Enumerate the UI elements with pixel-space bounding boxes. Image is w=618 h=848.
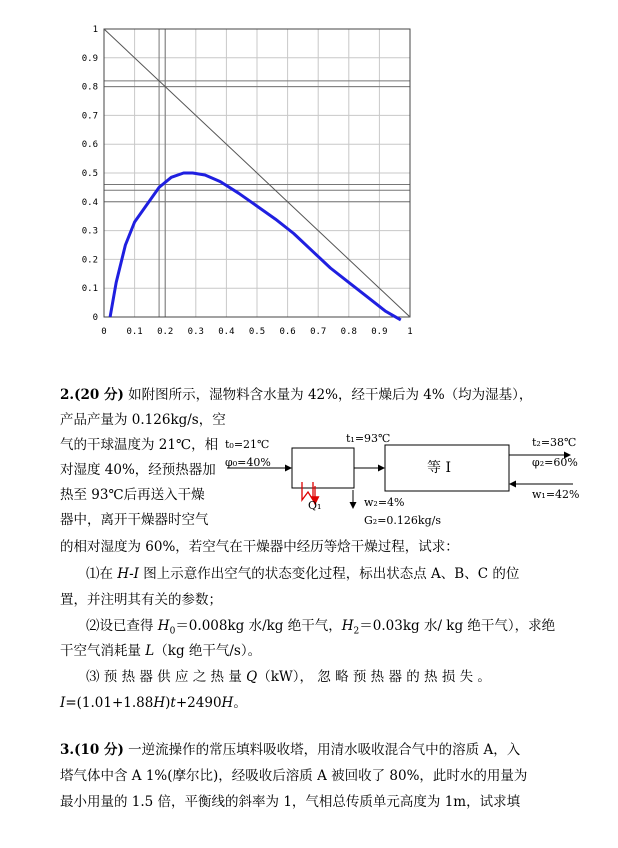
- y-tick-label: 0.1: [81, 284, 98, 295]
- formula-part-c: +2490: [175, 695, 222, 711]
- q1-text-b: 图上示意作出空气的状态变化过程，标出状态点 A、B、C 的位: [138, 566, 520, 582]
- dryer-diagram: [225, 428, 595, 533]
- problem2-line6: 器中，离开干燥器时空气: [60, 512, 209, 528]
- problem3-line1: [60, 740, 520, 761]
- x-tick-label: 0.4: [218, 327, 235, 337]
- y-tick-label: 0.4: [81, 197, 98, 208]
- question-1-line2: 置，并注明其有关的参数；: [60, 592, 222, 608]
- problem3-line2: 塔气体中含 A 1%(摩尔比)，经吸收后溶质 A 被回收了 80%，此时水的用量为: [60, 768, 528, 784]
- preheater-box: [292, 448, 354, 488]
- y-tick-labels: [82, 25, 98, 323]
- q2-text-d: 干空气消耗量: [60, 643, 146, 659]
- problem3-score: (10 分): [74, 742, 124, 758]
- question-2-line2: [60, 641, 261, 662]
- y-tick-label: 0.7: [81, 111, 98, 122]
- label-w1: w₁=42%: [532, 488, 580, 501]
- q2-text-b: ＝0.008kg 水/kg 绝干气，: [175, 618, 342, 634]
- q3-text-b: （kW）， 忽 略 预 热 器 的 热 损 失 。: [257, 669, 491, 685]
- label-t1: t₁=93℃: [346, 432, 391, 445]
- formula-i: I: [60, 695, 66, 711]
- y-tick-label: 0.5: [81, 169, 98, 179]
- x-tick-label: 0.5: [248, 327, 266, 337]
- enthalpy-formula: [60, 693, 247, 714]
- problem2-line4: 对湿度 40%，经预热器加: [60, 462, 216, 478]
- problem2-text-1: 如附图所示，湿物料含水量为 42%，经干燥后为 4%（均为湿基），: [123, 387, 533, 403]
- dryer-label: 等 I: [427, 460, 451, 476]
- q3-q-symbol: Q: [246, 669, 258, 685]
- x-tick-label: 0.6: [279, 327, 296, 337]
- label-q1: Q₁: [308, 499, 322, 512]
- x-tick-label: 0.2: [157, 327, 174, 337]
- q2-h0-symbol: H: [157, 618, 170, 634]
- q3-text-a: ⑶ 预 热 器 供 应 之 热 量: [86, 669, 247, 685]
- problem3-number: 3.: [60, 742, 75, 758]
- q2-l-symbol: L: [145, 643, 155, 659]
- y-tick-label: 1: [92, 25, 98, 35]
- problem2-score: (20 分): [74, 387, 124, 403]
- label-phi2: φ₂=60%: [532, 456, 578, 469]
- q2-text-a: ⑵设已查得: [86, 618, 158, 634]
- q2-h2-sub: 2: [353, 626, 360, 637]
- x-tick-label: 0.9: [371, 327, 388, 337]
- formula-h: H: [153, 695, 166, 711]
- q2-h2-symbol: H: [341, 618, 354, 634]
- x-tick-label: 0: [101, 327, 107, 337]
- y-tick-label: 0.2: [81, 255, 98, 266]
- y-tick-label: 0.3: [81, 226, 98, 237]
- y-tick-label: 0.6: [81, 140, 98, 151]
- x-tick-label: 0.7: [310, 327, 327, 337]
- problem2-line2: 产品产量为 0.126kg/s，空: [60, 412, 226, 428]
- label-phi0: φ₀=40%: [225, 456, 271, 469]
- q2-h0-sub: 0: [169, 626, 176, 637]
- problem2-line7: 的相对湿度为 60%，若空气在干燥器中经历等焓干燥过程，试求：: [60, 539, 459, 555]
- problem3-line3: 最小用量的 1.5 倍，平衡线的斜率为 1，气相总传质单元高度为 1m，试求填: [60, 794, 521, 810]
- x-tick-label: 1: [407, 327, 413, 337]
- label-g2: G₂=0.126kg/s: [364, 514, 441, 527]
- question-1-line1: [86, 564, 519, 585]
- y-tick-label: 0.9: [81, 53, 98, 64]
- y-tick-label: 0: [92, 313, 98, 323]
- formula-t: t: [170, 695, 176, 711]
- formula-part-a: =(1.01+1.88: [65, 695, 154, 711]
- formula-part-b: ): [165, 695, 171, 711]
- xy-chart: [0, 0, 618, 345]
- question-3-line1: [86, 667, 491, 688]
- problem2-line1: [60, 385, 532, 406]
- q2-text-c: ＝0.03kg 水/ kg 绝干气），求绝: [359, 618, 556, 634]
- problem2-number: 2.: [60, 387, 75, 403]
- x-tick-label: 0.8: [340, 327, 357, 337]
- q2-text-e: （kg 绝干气/s）。: [154, 643, 262, 659]
- y-tick-label: 0.8: [81, 82, 98, 93]
- equilibrium-curve: [110, 173, 401, 320]
- label-w2: w₂=4%: [364, 496, 405, 509]
- problem2-line3: 气的干球温度为 21℃，相: [60, 437, 219, 453]
- formula-h-2: H: [221, 695, 234, 711]
- formula-end: 。: [233, 695, 247, 711]
- q1-hi-symbol: H-I: [117, 566, 139, 582]
- x-tick-label: 0.1: [126, 327, 143, 337]
- problem3-text-1: 一逆流操作的常压填料吸收塔，用清水吸收混合气中的溶质 A，入: [123, 742, 521, 758]
- label-t0: t₀=21℃: [225, 438, 270, 451]
- label-t2: t₂=38℃: [532, 436, 577, 449]
- x-tick-label: 0.3: [187, 327, 204, 337]
- question-2-line1: [86, 616, 555, 643]
- q1-text-a: ⑴在: [86, 566, 118, 582]
- x-tick-labels: [101, 327, 412, 337]
- problem2-line5: 热至 93℃后再送入干燥: [60, 487, 205, 503]
